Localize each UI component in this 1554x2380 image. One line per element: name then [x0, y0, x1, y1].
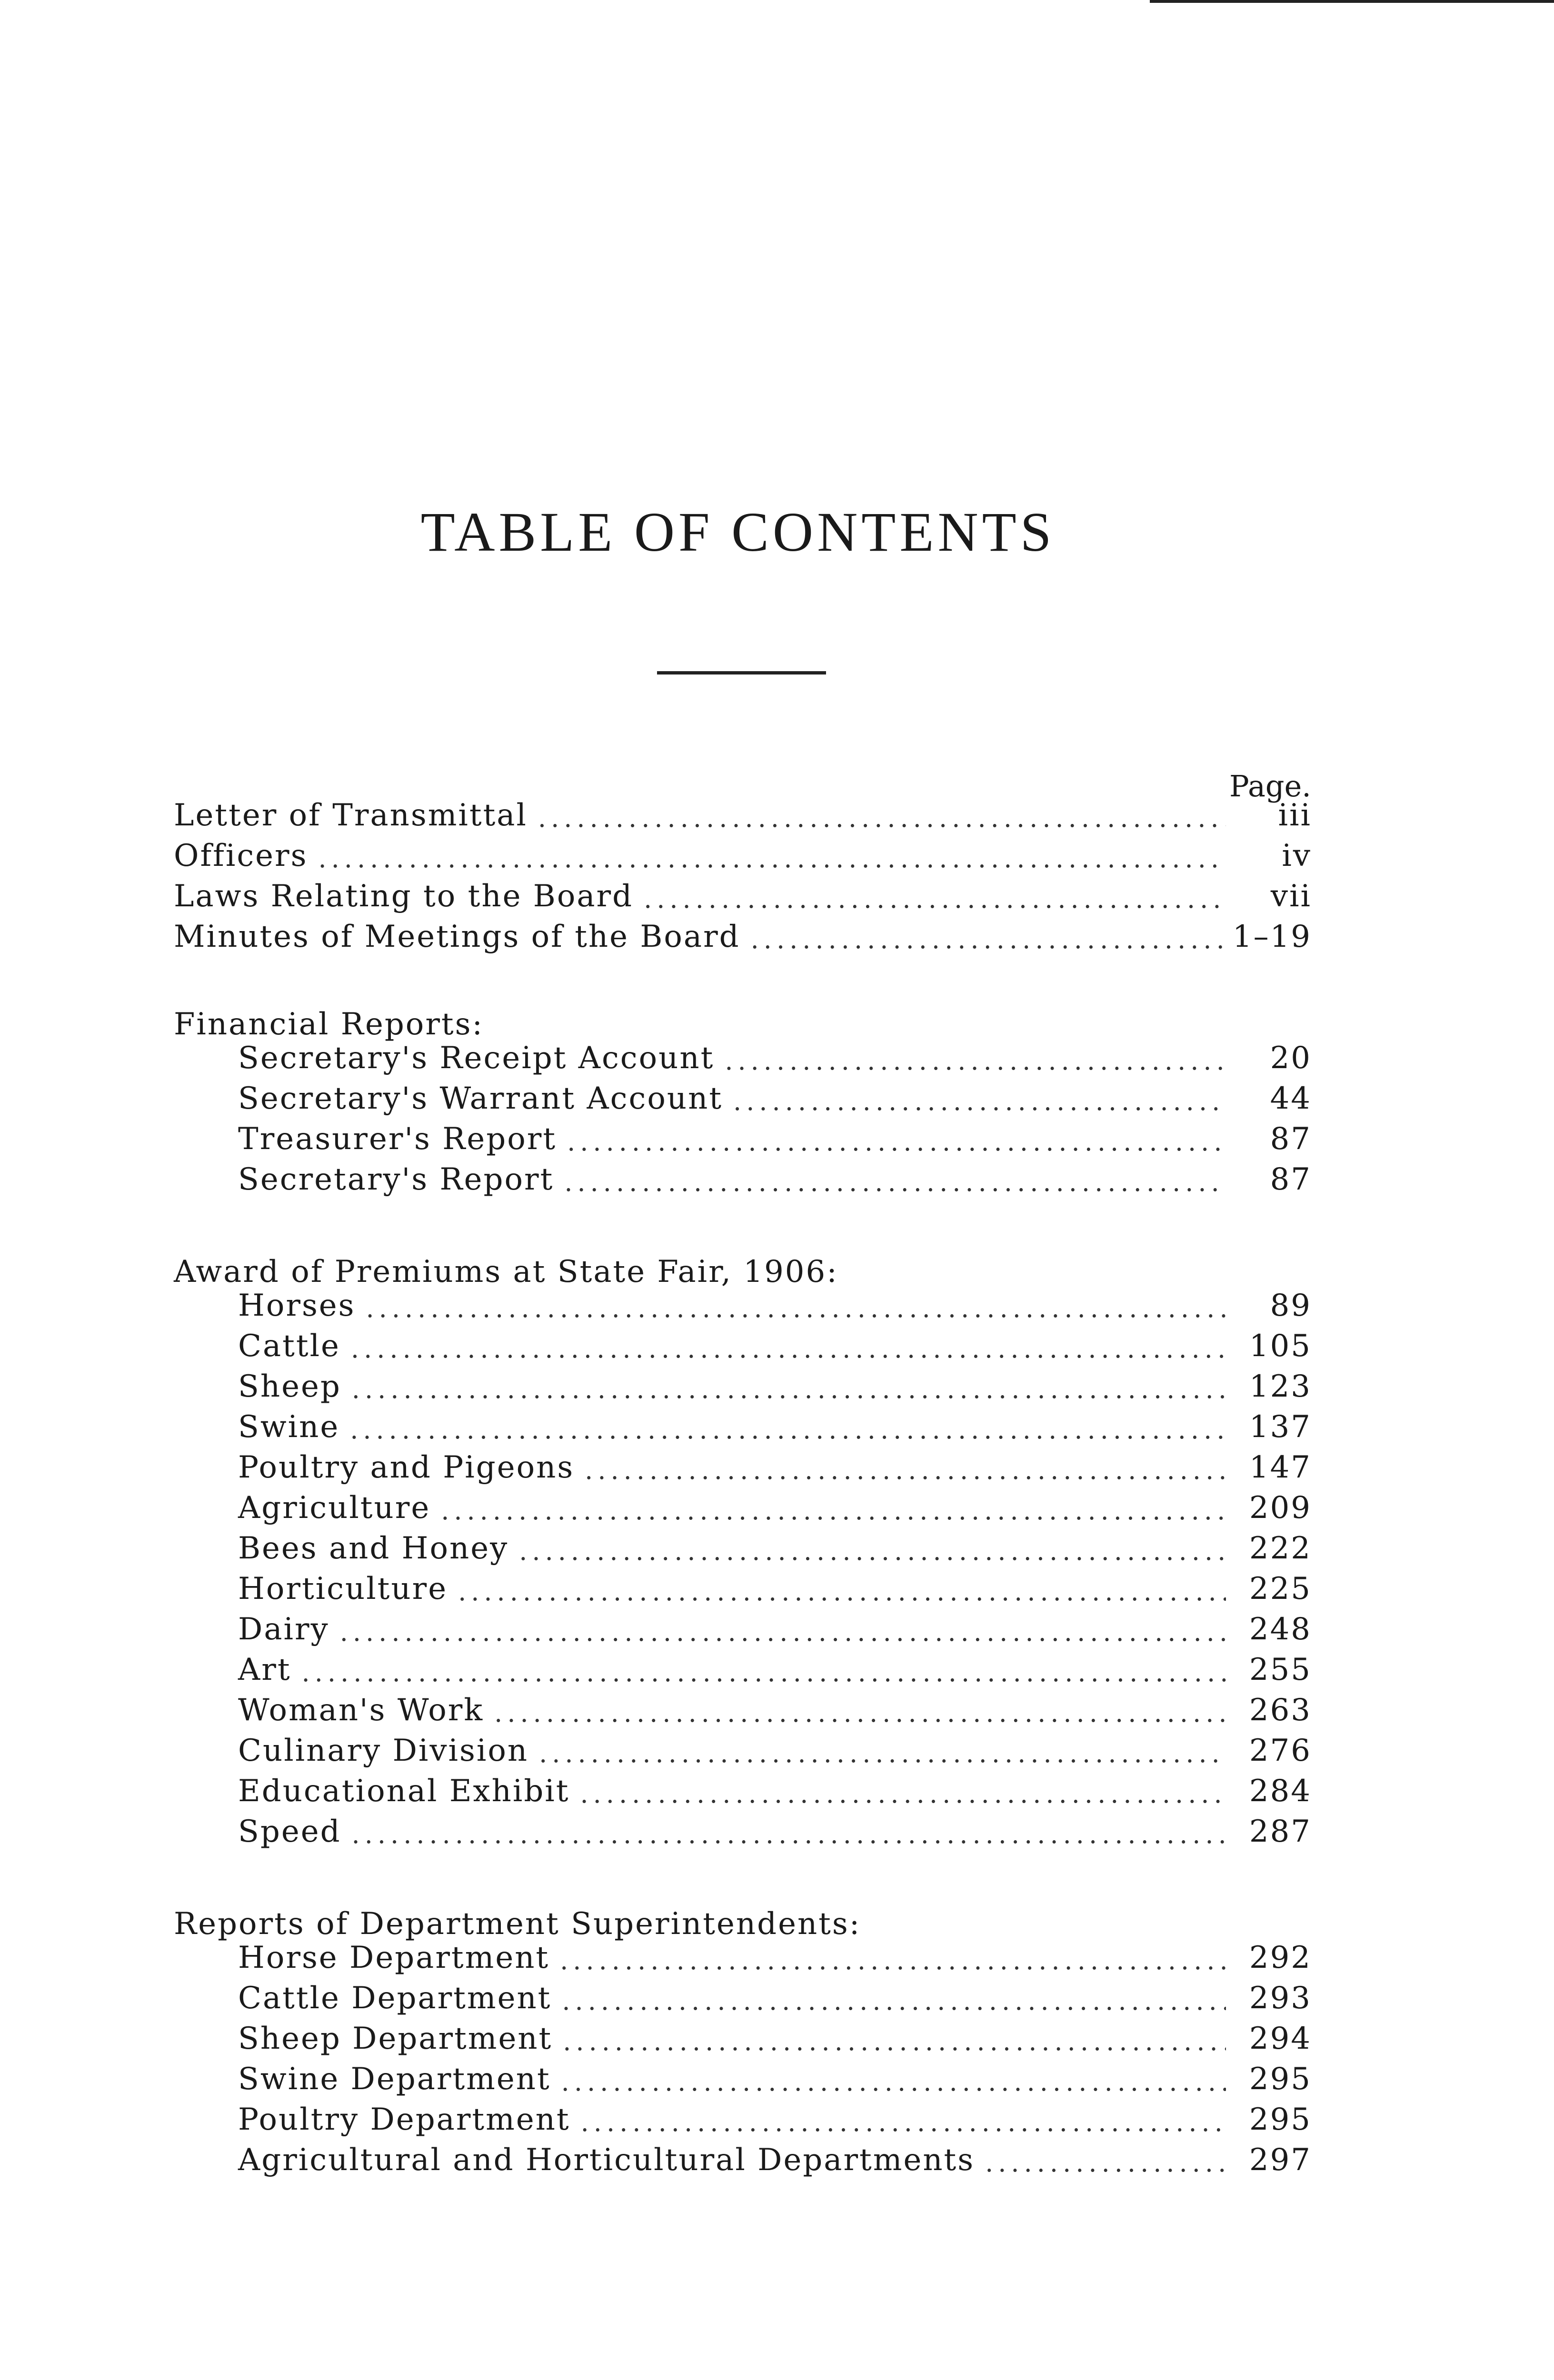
dot-leader — [564, 1167, 1226, 1197]
toc-entry-page: 209 — [1249, 1490, 1312, 1526]
dot-leader — [458, 1577, 1226, 1606]
toc-entry-label: Dairy — [238, 1612, 329, 1647]
toc-entry-label: Bees and Honey — [238, 1531, 509, 1566]
toc-entry-womans-work[interactable] — [238, 1685, 1312, 1728]
dot-leader — [585, 1455, 1226, 1485]
toc-entry-laws-relating-to-the-board[interactable] — [174, 871, 1312, 914]
dot-leader — [581, 2107, 1226, 2137]
toc-entry-poultry-and-pigeons[interactable] — [238, 1442, 1312, 1485]
toc-entry-secretarys-report[interactable] — [238, 1154, 1312, 1197]
toc-entry-page: 44 — [1270, 1081, 1312, 1116]
toc-entry-label: Secretary's Warrant Account — [238, 1081, 723, 1116]
toc-entry-page: 255 — [1249, 1652, 1312, 1687]
toc-entry-educational-exhibit[interactable] — [238, 1766, 1312, 1809]
toc-entry-poultry-department[interactable] — [238, 2094, 1312, 2137]
dot-leader — [563, 2026, 1226, 2056]
dot-leader — [560, 1945, 1226, 1975]
toc-entry-secretarys-warrant-account[interactable] — [238, 1073, 1312, 1116]
toc-entry-label: Swine Department — [238, 2062, 551, 2097]
toc-entry-label: Poultry Department — [238, 2102, 570, 2137]
dot-leader — [351, 1334, 1226, 1364]
toc-entry-treasurers-report[interactable] — [238, 1114, 1312, 1157]
section-heading-award-of-premiums: Award of Premiums at State Fair, 1906: — [174, 1254, 838, 1289]
dot-leader — [340, 1617, 1226, 1647]
toc-entry-label: Laws Relating to the Board — [174, 879, 634, 914]
toc-entry-letter-of-transmittal[interactable] — [174, 790, 1312, 833]
toc-entry-label: Art — [238, 1652, 291, 1687]
toc-entry-label: Speed — [238, 1814, 341, 1849]
toc-entry-page: 263 — [1249, 1693, 1312, 1728]
dot-leader — [539, 1738, 1226, 1768]
toc-entry-page: 295 — [1249, 2102, 1312, 2137]
toc-entry-page: 222 — [1249, 1531, 1312, 1566]
toc-entry-label: Sheep Department — [238, 2021, 553, 2056]
toc-entry-speed[interactable] — [238, 1806, 1312, 1849]
title-rule — [657, 671, 826, 674]
dot-leader — [538, 803, 1226, 833]
toc-entry-horticulture[interactable] — [238, 1564, 1312, 1606]
toc-entry-page: iv — [1282, 838, 1312, 873]
toc-entry-label: Woman's Work — [238, 1693, 484, 1728]
toc-entry-page: 87 — [1270, 1162, 1312, 1197]
toc-entry-page: 276 — [1249, 1733, 1312, 1768]
toc-entry-agricultural-and-horticultural-departments[interactable] — [238, 2135, 1312, 2178]
toc-entry-page: 294 — [1249, 2021, 1312, 2056]
toc-entry-label: Officers — [174, 838, 308, 873]
toc-entry-page: 123 — [1249, 1369, 1312, 1404]
dot-leader — [352, 1374, 1226, 1404]
toc-entry-page: 248 — [1249, 1612, 1312, 1647]
toc-entry-label: Letter of Transmittal — [174, 798, 528, 833]
section-heading-financial-reports: Financial Reports: — [174, 1007, 484, 1042]
toc-entry-dairy[interactable] — [238, 1604, 1312, 1647]
toc-entry-label: Treasurer's Report — [238, 1121, 557, 1157]
toc-entry-page: 137 — [1249, 1409, 1312, 1445]
toc-entry-page: vii — [1270, 879, 1312, 914]
toc-entry-page: iii — [1278, 798, 1312, 833]
toc-entry-label: Educational Exhibit — [238, 1774, 570, 1809]
toc-entry-page: 292 — [1249, 1940, 1312, 1975]
toc-entry-label: Horse Department — [238, 1940, 550, 1975]
dot-leader — [644, 884, 1226, 914]
dot-leader — [350, 1415, 1226, 1445]
toc-entry-label: Minutes of Meetings of the Board — [174, 919, 740, 954]
dot-leader — [352, 1819, 1226, 1849]
toc-entry-art[interactable] — [238, 1645, 1312, 1687]
toc-entry-page: 293 — [1249, 1981, 1312, 2016]
dot-leader — [562, 1986, 1226, 2016]
dot-leader — [441, 1496, 1226, 1526]
toc-entry-label: Agriculture — [238, 1490, 431, 1526]
page-title: TABLE OF CONTENTS — [420, 501, 1056, 563]
toc-entry-agriculture[interactable] — [238, 1483, 1312, 1526]
toc-entry-page: 87 — [1270, 1121, 1312, 1157]
toc-entry-horse-department[interactable] — [238, 1933, 1312, 1975]
dot-leader — [318, 843, 1226, 873]
toc-entry-page: 20 — [1270, 1041, 1312, 1076]
toc-entry-label: Secretary's Report — [238, 1162, 554, 1197]
toc-entry-page: 297 — [1249, 2142, 1312, 2178]
toc-entry-swine-department[interactable] — [238, 2054, 1312, 2097]
toc-entry-culinary-division[interactable] — [238, 1726, 1312, 1768]
dot-leader — [725, 1046, 1226, 1076]
dot-leader — [985, 2148, 1226, 2178]
toc-entry-sheep-department[interactable] — [238, 2013, 1312, 2056]
toc-entry-label: Poultry and Pigeons — [238, 1450, 575, 1485]
toc-entry-minutes-of-meetings[interactable] — [174, 912, 1312, 954]
toc-entry-label: Cattle Department — [238, 1981, 552, 2016]
dot-leader — [580, 1779, 1226, 1809]
toc-entry-cattle-department[interactable] — [238, 1973, 1312, 2016]
page-column-label: Page. — [1229, 769, 1311, 803]
toc-entry-sheep[interactable] — [238, 1361, 1312, 1404]
dot-leader — [567, 1127, 1226, 1157]
toc-entry-bees-and-honey[interactable] — [238, 1523, 1312, 1566]
toc-entry-secretarys-receipt-account[interactable] — [238, 1033, 1312, 1076]
toc-entry-page: 295 — [1249, 2062, 1312, 2097]
dot-leader — [561, 2067, 1226, 2097]
toc-entry-label: Secretary's Receipt Account — [238, 1041, 715, 1076]
toc-entry-swine[interactable] — [238, 1402, 1312, 1445]
toc-entry-page: 287 — [1249, 1814, 1312, 1849]
section-heading-department-superintendents: Reports of Department Superintendents: — [174, 1906, 861, 1942]
toc-entry-label: Swine — [238, 1409, 340, 1445]
toc-entry-page: 225 — [1249, 1571, 1312, 1606]
dot-leader — [519, 1536, 1226, 1566]
dot-leader — [733, 1086, 1226, 1116]
toc-entry-label: Culinary Division — [238, 1733, 529, 1768]
top-edge-rule — [1150, 0, 1554, 3]
toc-entry-page: 1–19 — [1232, 919, 1312, 954]
toc-entry-cattle[interactable] — [238, 1321, 1312, 1364]
toc-entry-label: Sheep — [238, 1369, 341, 1404]
toc-entry-page: 89 — [1270, 1288, 1312, 1323]
dot-leader — [302, 1657, 1226, 1687]
dot-leader — [366, 1293, 1226, 1323]
dot-leader — [751, 924, 1226, 954]
toc-entry-page: 105 — [1249, 1329, 1312, 1364]
toc-entry-label: Horses — [238, 1288, 356, 1323]
toc-entry-officers[interactable] — [174, 831, 1312, 873]
toc-entry-page: 147 — [1249, 1450, 1312, 1485]
toc-entry-label: Horticulture — [238, 1571, 448, 1606]
dot-leader — [494, 1698, 1226, 1728]
toc-entry-horses[interactable] — [238, 1280, 1312, 1323]
toc-entry-label: Cattle — [238, 1329, 340, 1364]
toc-entry-label: Agricultural and Horticultural Departments — [238, 2142, 975, 2178]
toc-entry-page: 284 — [1249, 1774, 1312, 1809]
